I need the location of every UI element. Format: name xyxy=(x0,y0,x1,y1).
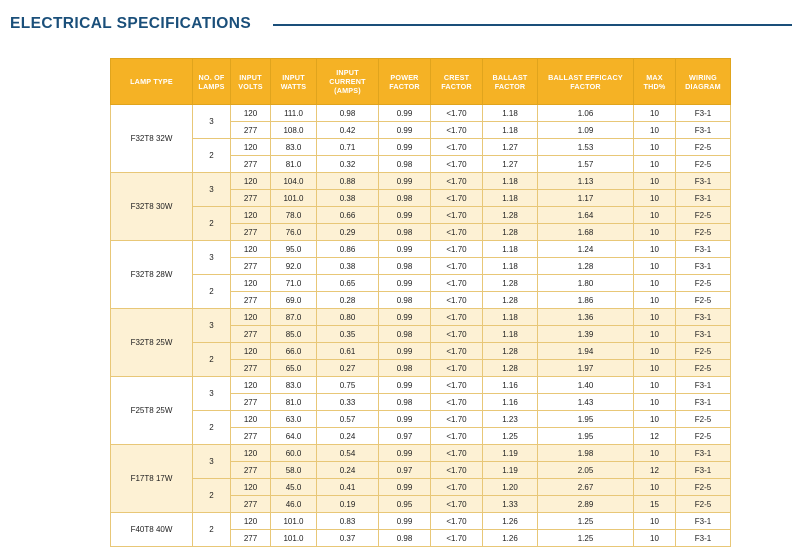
cell-max-thd: 10 xyxy=(634,445,676,462)
cell-input-volts: 120 xyxy=(231,139,271,156)
cell-input-volts: 277 xyxy=(231,496,271,513)
table-row xyxy=(111,207,731,224)
cell-input-watts: 101.0 xyxy=(271,530,317,547)
header-divider xyxy=(273,24,792,26)
cell-power-factor: 0.99 xyxy=(379,105,431,122)
cell-wiring-diagram: F2-5 xyxy=(676,207,731,224)
cell-ballast-efficacy-factor: 1.17 xyxy=(538,190,634,207)
cell-ballast-factor: 1.18 xyxy=(483,241,538,258)
cell-input-current: 0.98 xyxy=(317,105,379,122)
cell-crest-factor: <1.70 xyxy=(431,105,483,122)
cell-no-of-lamps: 2 xyxy=(193,513,231,547)
cell-wiring-diagram: F2-5 xyxy=(676,292,731,309)
cell-crest-factor: <1.70 xyxy=(431,360,483,377)
cell-ballast-efficacy-factor: 1.25 xyxy=(538,513,634,530)
table-row xyxy=(111,377,731,394)
cell-ballast-factor: 1.18 xyxy=(483,326,538,343)
table-body xyxy=(111,105,731,547)
cell-max-thd: 10 xyxy=(634,275,676,292)
cell-ballast-efficacy-factor: 1.36 xyxy=(538,309,634,326)
cell-wiring-diagram: F2-5 xyxy=(676,156,731,173)
cell-ballast-efficacy-factor: 2.67 xyxy=(538,479,634,496)
cell-power-factor: 0.99 xyxy=(379,343,431,360)
cell-max-thd: 10 xyxy=(634,224,676,241)
cell-ballast-efficacy-factor: 1.94 xyxy=(538,343,634,360)
cell-wiring-diagram: F2-5 xyxy=(676,479,731,496)
cell-crest-factor: <1.70 xyxy=(431,173,483,190)
cell-ballast-efficacy-factor: 1.28 xyxy=(538,258,634,275)
cell-ballast-efficacy-factor: 1.53 xyxy=(538,139,634,156)
cell-ballast-efficacy-factor: 1.80 xyxy=(538,275,634,292)
cell-input-watts: 104.0 xyxy=(271,173,317,190)
cell-wiring-diagram: F3-1 xyxy=(676,309,731,326)
cell-input-volts: 277 xyxy=(231,292,271,309)
cell-input-watts: 65.0 xyxy=(271,360,317,377)
cell-ballast-efficacy-factor: 1.95 xyxy=(538,428,634,445)
cell-max-thd: 10 xyxy=(634,394,676,411)
cell-power-factor: 0.98 xyxy=(379,224,431,241)
table-row xyxy=(111,309,731,326)
cell-power-factor: 0.99 xyxy=(379,479,431,496)
cell-input-watts: 101.0 xyxy=(271,513,317,530)
cell-max-thd: 10 xyxy=(634,139,676,156)
cell-crest-factor: <1.70 xyxy=(431,496,483,513)
cell-ballast-efficacy-factor: 1.95 xyxy=(538,411,634,428)
cell-ballast-efficacy-factor: 1.24 xyxy=(538,241,634,258)
cell-crest-factor: <1.70 xyxy=(431,326,483,343)
cell-input-volts: 120 xyxy=(231,377,271,394)
cell-crest-factor: <1.70 xyxy=(431,156,483,173)
cell-power-factor: 0.97 xyxy=(379,462,431,479)
cell-ballast-factor: 1.18 xyxy=(483,190,538,207)
table-row xyxy=(111,139,731,156)
table-row xyxy=(111,445,731,462)
cell-ballast-factor: 1.18 xyxy=(483,122,538,139)
column-header-crest-factor: CREST FACTOR xyxy=(431,59,483,105)
cell-crest-factor: <1.70 xyxy=(431,292,483,309)
cell-wiring-diagram: F2-5 xyxy=(676,343,731,360)
cell-wiring-diagram: F2-5 xyxy=(676,411,731,428)
cell-input-watts: 69.0 xyxy=(271,292,317,309)
cell-input-volts: 277 xyxy=(231,360,271,377)
cell-input-volts: 120 xyxy=(231,241,271,258)
column-header-max-thd: MAX THD% xyxy=(634,59,676,105)
cell-input-current: 0.38 xyxy=(317,190,379,207)
column-header-wiring-diagram: WIRING DIAGRAM xyxy=(676,59,731,105)
cell-ballast-factor: 1.18 xyxy=(483,105,538,122)
cell-input-volts: 120 xyxy=(231,309,271,326)
cell-lamp-type: F40T8 40W xyxy=(111,513,193,547)
table-row xyxy=(111,105,731,122)
cell-ballast-efficacy-factor: 1.97 xyxy=(538,360,634,377)
cell-ballast-efficacy-factor: 1.68 xyxy=(538,224,634,241)
cell-ballast-factor: 1.16 xyxy=(483,377,538,394)
cell-input-volts: 277 xyxy=(231,122,271,139)
table-row xyxy=(111,513,731,530)
cell-power-factor: 0.98 xyxy=(379,530,431,547)
cell-power-factor: 0.99 xyxy=(379,445,431,462)
cell-no-of-lamps: 3 xyxy=(193,377,231,411)
column-header-input-volts: INPUT VOLTS xyxy=(231,59,271,105)
cell-no-of-lamps: 2 xyxy=(193,207,231,241)
column-header-input-watts: INPUT WATTS xyxy=(271,59,317,105)
cell-power-factor: 0.98 xyxy=(379,292,431,309)
cell-wiring-diagram: F2-5 xyxy=(676,428,731,445)
cell-crest-factor: <1.70 xyxy=(431,309,483,326)
cell-max-thd: 10 xyxy=(634,258,676,275)
cell-input-watts: 64.0 xyxy=(271,428,317,445)
cell-ballast-factor: 1.19 xyxy=(483,445,538,462)
cell-ballast-factor: 1.18 xyxy=(483,258,538,275)
table-row xyxy=(111,275,731,292)
cell-input-watts: 111.0 xyxy=(271,105,317,122)
cell-input-volts: 277 xyxy=(231,258,271,275)
cell-max-thd: 10 xyxy=(634,292,676,309)
cell-wiring-diagram: F2-5 xyxy=(676,224,731,241)
cell-ballast-factor: 1.18 xyxy=(483,173,538,190)
cell-max-thd: 10 xyxy=(634,173,676,190)
cell-input-current: 0.66 xyxy=(317,207,379,224)
cell-input-current: 0.41 xyxy=(317,479,379,496)
cell-input-current: 0.65 xyxy=(317,275,379,292)
cell-crest-factor: <1.70 xyxy=(431,275,483,292)
cell-crest-factor: <1.70 xyxy=(431,530,483,547)
cell-input-watts: 45.0 xyxy=(271,479,317,496)
cell-input-current: 0.61 xyxy=(317,343,379,360)
cell-input-watts: 66.0 xyxy=(271,343,317,360)
cell-input-current: 0.83 xyxy=(317,513,379,530)
cell-input-watts: 81.0 xyxy=(271,156,317,173)
cell-input-watts: 78.0 xyxy=(271,207,317,224)
cell-no-of-lamps: 3 xyxy=(193,241,231,275)
cell-input-watts: 101.0 xyxy=(271,190,317,207)
cell-max-thd: 10 xyxy=(634,479,676,496)
cell-crest-factor: <1.70 xyxy=(431,224,483,241)
cell-power-factor: 0.99 xyxy=(379,309,431,326)
cell-ballast-efficacy-factor: 1.40 xyxy=(538,377,634,394)
cell-wiring-diagram: F3-1 xyxy=(676,394,731,411)
cell-max-thd: 10 xyxy=(634,530,676,547)
cell-power-factor: 0.99 xyxy=(379,377,431,394)
cell-ballast-factor: 1.25 xyxy=(483,428,538,445)
cell-wiring-diagram: F2-5 xyxy=(676,275,731,292)
cell-power-factor: 0.99 xyxy=(379,241,431,258)
cell-wiring-diagram: F3-1 xyxy=(676,513,731,530)
cell-power-factor: 0.97 xyxy=(379,428,431,445)
cell-input-volts: 277 xyxy=(231,224,271,241)
cell-max-thd: 12 xyxy=(634,462,676,479)
cell-input-current: 0.32 xyxy=(317,156,379,173)
cell-ballast-factor: 1.23 xyxy=(483,411,538,428)
cell-input-volts: 120 xyxy=(231,445,271,462)
cell-input-watts: 58.0 xyxy=(271,462,317,479)
table-header-row xyxy=(111,59,731,105)
section-header xyxy=(10,10,792,38)
cell-input-volts: 120 xyxy=(231,479,271,496)
cell-crest-factor: <1.70 xyxy=(431,428,483,445)
cell-input-watts: 71.0 xyxy=(271,275,317,292)
cell-ballast-efficacy-factor: 1.43 xyxy=(538,394,634,411)
cell-crest-factor: <1.70 xyxy=(431,411,483,428)
cell-no-of-lamps: 3 xyxy=(193,173,231,207)
cell-ballast-efficacy-factor: 1.06 xyxy=(538,105,634,122)
cell-input-watts: 63.0 xyxy=(271,411,317,428)
cell-ballast-efficacy-factor: 1.57 xyxy=(538,156,634,173)
cell-input-current: 0.19 xyxy=(317,496,379,513)
cell-max-thd: 10 xyxy=(634,411,676,428)
cell-ballast-factor: 1.26 xyxy=(483,513,538,530)
cell-input-volts: 277 xyxy=(231,190,271,207)
electrical-specifications-table xyxy=(110,58,731,547)
cell-max-thd: 10 xyxy=(634,122,676,139)
cell-ballast-factor: 1.26 xyxy=(483,530,538,547)
cell-input-watts: 108.0 xyxy=(271,122,317,139)
table-row xyxy=(111,479,731,496)
cell-ballast-factor: 1.28 xyxy=(483,207,538,224)
cell-wiring-diagram: F3-1 xyxy=(676,173,731,190)
cell-max-thd: 10 xyxy=(634,241,676,258)
table-header xyxy=(111,59,731,105)
cell-wiring-diagram: F3-1 xyxy=(676,377,731,394)
cell-ballast-efficacy-factor: 1.64 xyxy=(538,207,634,224)
cell-input-volts: 277 xyxy=(231,462,271,479)
cell-ballast-efficacy-factor: 1.25 xyxy=(538,530,634,547)
page-title: ELECTRICAL SPECIFICATIONS xyxy=(10,15,252,32)
cell-input-volts: 120 xyxy=(231,275,271,292)
cell-wiring-diagram: F3-1 xyxy=(676,462,731,479)
cell-input-watts: 83.0 xyxy=(271,377,317,394)
cell-crest-factor: <1.70 xyxy=(431,207,483,224)
cell-max-thd: 12 xyxy=(634,428,676,445)
cell-ballast-factor: 1.19 xyxy=(483,462,538,479)
cell-input-watts: 83.0 xyxy=(271,139,317,156)
cell-input-watts: 60.0 xyxy=(271,445,317,462)
cell-lamp-type: F25T8 25W xyxy=(111,377,193,445)
cell-power-factor: 0.99 xyxy=(379,411,431,428)
cell-lamp-type: F32T8 25W xyxy=(111,309,193,377)
cell-max-thd: 15 xyxy=(634,496,676,513)
cell-input-current: 0.71 xyxy=(317,139,379,156)
cell-no-of-lamps: 3 xyxy=(193,309,231,343)
cell-max-thd: 10 xyxy=(634,190,676,207)
cell-max-thd: 10 xyxy=(634,360,676,377)
cell-max-thd: 10 xyxy=(634,513,676,530)
cell-input-current: 0.33 xyxy=(317,394,379,411)
cell-input-current: 0.29 xyxy=(317,224,379,241)
cell-input-current: 0.24 xyxy=(317,428,379,445)
cell-power-factor: 0.98 xyxy=(379,190,431,207)
cell-input-volts: 277 xyxy=(231,326,271,343)
cell-ballast-efficacy-factor: 1.13 xyxy=(538,173,634,190)
cell-input-current: 0.80 xyxy=(317,309,379,326)
cell-input-current: 0.75 xyxy=(317,377,379,394)
cell-crest-factor: <1.70 xyxy=(431,241,483,258)
table-row xyxy=(111,173,731,190)
cell-power-factor: 0.98 xyxy=(379,156,431,173)
cell-ballast-factor: 1.20 xyxy=(483,479,538,496)
column-header-lamp-type: LAMP TYPE xyxy=(111,59,193,105)
cell-lamp-type: F32T8 28W xyxy=(111,241,193,309)
cell-wiring-diagram: F3-1 xyxy=(676,190,731,207)
cell-power-factor: 0.99 xyxy=(379,122,431,139)
cell-input-volts: 277 xyxy=(231,156,271,173)
cell-crest-factor: <1.70 xyxy=(431,122,483,139)
cell-wiring-diagram: F2-5 xyxy=(676,360,731,377)
cell-crest-factor: <1.70 xyxy=(431,258,483,275)
cell-max-thd: 10 xyxy=(634,156,676,173)
cell-max-thd: 10 xyxy=(634,309,676,326)
cell-input-current: 0.38 xyxy=(317,258,379,275)
cell-ballast-factor: 1.18 xyxy=(483,309,538,326)
cell-no-of-lamps: 2 xyxy=(193,139,231,173)
cell-lamp-type: F32T8 32W xyxy=(111,105,193,173)
cell-input-volts: 277 xyxy=(231,394,271,411)
cell-input-current: 0.27 xyxy=(317,360,379,377)
cell-input-current: 0.35 xyxy=(317,326,379,343)
cell-crest-factor: <1.70 xyxy=(431,394,483,411)
cell-input-current: 0.54 xyxy=(317,445,379,462)
cell-input-current: 0.28 xyxy=(317,292,379,309)
cell-crest-factor: <1.70 xyxy=(431,190,483,207)
cell-no-of-lamps: 2 xyxy=(193,411,231,445)
cell-input-watts: 95.0 xyxy=(271,241,317,258)
cell-wiring-diagram: F3-1 xyxy=(676,530,731,547)
cell-no-of-lamps: 2 xyxy=(193,275,231,309)
cell-input-current: 0.24 xyxy=(317,462,379,479)
cell-crest-factor: <1.70 xyxy=(431,377,483,394)
cell-ballast-efficacy-factor: 1.09 xyxy=(538,122,634,139)
column-header-ballast-factor: BALLAST FACTOR xyxy=(483,59,538,105)
cell-input-watts: 76.0 xyxy=(271,224,317,241)
cell-power-factor: 0.99 xyxy=(379,275,431,292)
cell-ballast-efficacy-factor: 2.89 xyxy=(538,496,634,513)
cell-wiring-diagram: F3-1 xyxy=(676,445,731,462)
cell-ballast-factor: 1.28 xyxy=(483,360,538,377)
cell-crest-factor: <1.70 xyxy=(431,343,483,360)
cell-ballast-factor: 1.28 xyxy=(483,275,538,292)
cell-input-current: 0.42 xyxy=(317,122,379,139)
cell-wiring-diagram: F3-1 xyxy=(676,105,731,122)
cell-no-of-lamps: 3 xyxy=(193,105,231,139)
cell-ballast-factor: 1.28 xyxy=(483,343,538,360)
cell-power-factor: 0.99 xyxy=(379,139,431,156)
cell-crest-factor: <1.70 xyxy=(431,513,483,530)
cell-power-factor: 0.95 xyxy=(379,496,431,513)
cell-lamp-type: F17T8 17W xyxy=(111,445,193,513)
column-header-input-current: INPUT CURRENT (AMPS) xyxy=(317,59,379,105)
cell-power-factor: 0.98 xyxy=(379,258,431,275)
cell-ballast-factor: 1.27 xyxy=(483,156,538,173)
cell-input-current: 0.86 xyxy=(317,241,379,258)
cell-crest-factor: <1.70 xyxy=(431,445,483,462)
cell-input-current: 0.37 xyxy=(317,530,379,547)
cell-ballast-efficacy-factor: 2.05 xyxy=(538,462,634,479)
cell-input-watts: 81.0 xyxy=(271,394,317,411)
cell-input-volts: 120 xyxy=(231,343,271,360)
cell-ballast-factor: 1.16 xyxy=(483,394,538,411)
cell-ballast-factor: 1.28 xyxy=(483,292,538,309)
cell-input-watts: 87.0 xyxy=(271,309,317,326)
cell-power-factor: 0.99 xyxy=(379,513,431,530)
table-row xyxy=(111,241,731,258)
cell-power-factor: 0.98 xyxy=(379,394,431,411)
cell-ballast-factor: 1.27 xyxy=(483,139,538,156)
cell-wiring-diagram: F3-1 xyxy=(676,326,731,343)
cell-max-thd: 10 xyxy=(634,343,676,360)
cell-crest-factor: <1.70 xyxy=(431,462,483,479)
cell-wiring-diagram: F3-1 xyxy=(676,241,731,258)
cell-wiring-diagram: F3-1 xyxy=(676,122,731,139)
cell-ballast-efficacy-factor: 1.98 xyxy=(538,445,634,462)
cell-no-of-lamps: 2 xyxy=(193,343,231,377)
cell-ballast-efficacy-factor: 1.86 xyxy=(538,292,634,309)
cell-lamp-type: F32T8 30W xyxy=(111,173,193,241)
cell-ballast-factor: 1.33 xyxy=(483,496,538,513)
table-row xyxy=(111,343,731,360)
column-header-power-factor: POWER FACTOR xyxy=(379,59,431,105)
cell-input-watts: 46.0 xyxy=(271,496,317,513)
cell-power-factor: 0.99 xyxy=(379,207,431,224)
cell-crest-factor: <1.70 xyxy=(431,479,483,496)
cell-max-thd: 10 xyxy=(634,207,676,224)
cell-input-volts: 120 xyxy=(231,173,271,190)
cell-max-thd: 10 xyxy=(634,105,676,122)
cell-input-watts: 92.0 xyxy=(271,258,317,275)
cell-no-of-lamps: 3 xyxy=(193,445,231,479)
cell-input-volts: 120 xyxy=(231,105,271,122)
cell-power-factor: 0.98 xyxy=(379,360,431,377)
cell-power-factor: 0.98 xyxy=(379,326,431,343)
cell-input-volts: 120 xyxy=(231,207,271,224)
column-header-ballast-efficacy-factor: BALLAST EFFICACY FACTOR xyxy=(538,59,634,105)
cell-input-volts: 120 xyxy=(231,411,271,428)
table-row xyxy=(111,411,731,428)
cell-max-thd: 10 xyxy=(634,377,676,394)
specifications-table-container xyxy=(110,58,730,547)
cell-max-thd: 10 xyxy=(634,326,676,343)
cell-crest-factor: <1.70 xyxy=(431,139,483,156)
cell-no-of-lamps: 2 xyxy=(193,479,231,513)
cell-ballast-efficacy-factor: 1.39 xyxy=(538,326,634,343)
cell-wiring-diagram: F2-5 xyxy=(676,139,731,156)
cell-wiring-diagram: F3-1 xyxy=(676,258,731,275)
cell-input-volts: 277 xyxy=(231,428,271,445)
cell-input-volts: 277 xyxy=(231,530,271,547)
cell-ballast-factor: 1.28 xyxy=(483,224,538,241)
cell-input-current: 0.88 xyxy=(317,173,379,190)
cell-input-watts: 85.0 xyxy=(271,326,317,343)
column-header-no-of-lamps: NO. OF LAMPS xyxy=(193,59,231,105)
cell-power-factor: 0.99 xyxy=(379,173,431,190)
cell-input-current: 0.57 xyxy=(317,411,379,428)
cell-wiring-diagram: F2-5 xyxy=(676,496,731,513)
cell-input-volts: 120 xyxy=(231,513,271,530)
